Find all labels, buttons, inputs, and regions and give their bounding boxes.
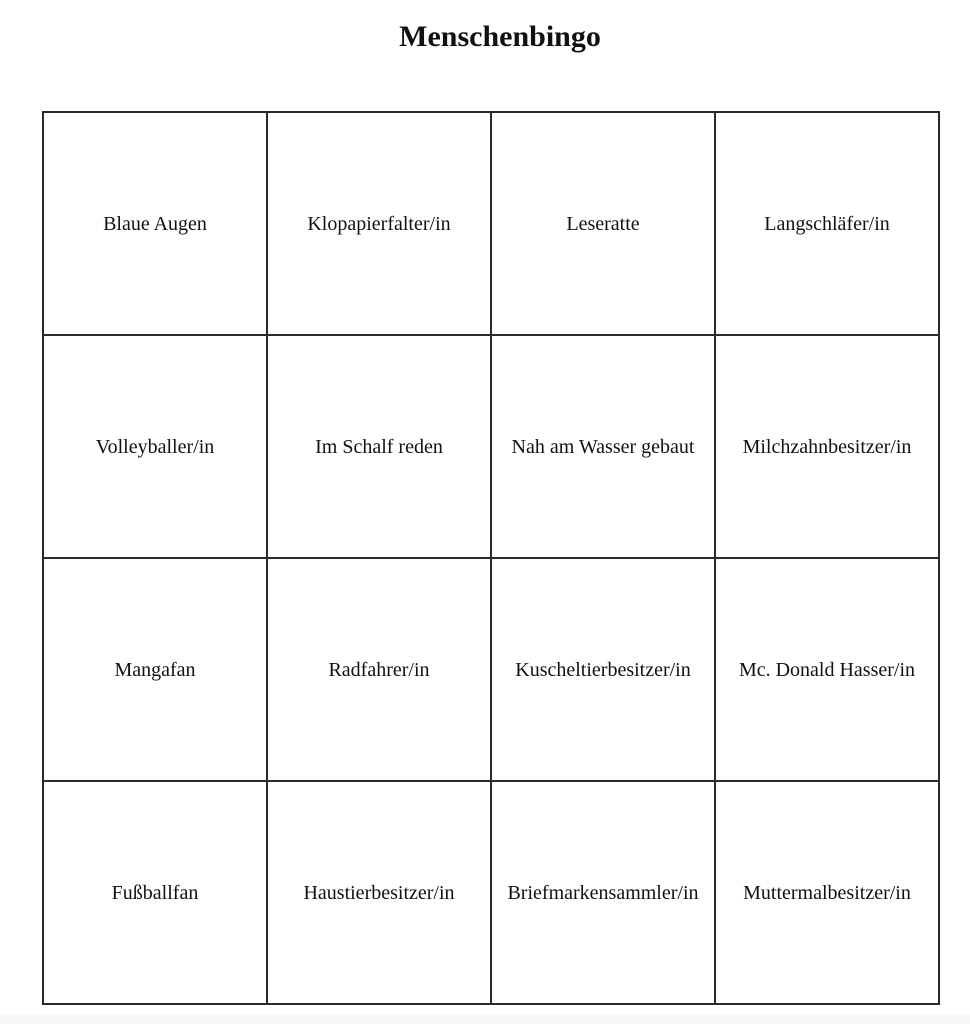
bingo-cell: Mangafan (43, 558, 267, 781)
bingo-cell: Leseratte (491, 112, 715, 335)
page-bottom-edge (0, 1014, 970, 1024)
bingo-cell: Muttermalbesitzer/in (715, 781, 939, 1004)
bingo-cell: Milchzahnbesitzer/in (715, 335, 939, 558)
bingo-row (43, 112, 939, 335)
bingo-cell: Mc. Donald Hasser/in (715, 558, 939, 781)
bingo-cell: Langschläfer/in (715, 112, 939, 335)
bingo-cell: Klopapierfalter/in (267, 112, 491, 335)
bingo-cell: Haustierbesitzer/in (267, 781, 491, 1004)
bingo-cell: Nah am Wasser gebaut (491, 335, 715, 558)
bingo-cell: Briefmarkensammler/in (491, 781, 715, 1004)
bingo-row (43, 781, 939, 1004)
bingo-grid (42, 111, 940, 1005)
bingo-cell: Radfahrer/in (267, 558, 491, 781)
bingo-cell: Im Schalf reden (267, 335, 491, 558)
bingo-row (43, 335, 939, 558)
bingo-row (43, 558, 939, 781)
bingo-cell: Kuscheltierbesitzer/in (491, 558, 715, 781)
bingo-cell: Fußballfan (43, 781, 267, 1004)
page-title: Menschenbingo (399, 20, 601, 53)
bingo-cell: Volleyballer/in (43, 335, 267, 558)
bingo-cell: Blaue Augen (43, 112, 267, 335)
